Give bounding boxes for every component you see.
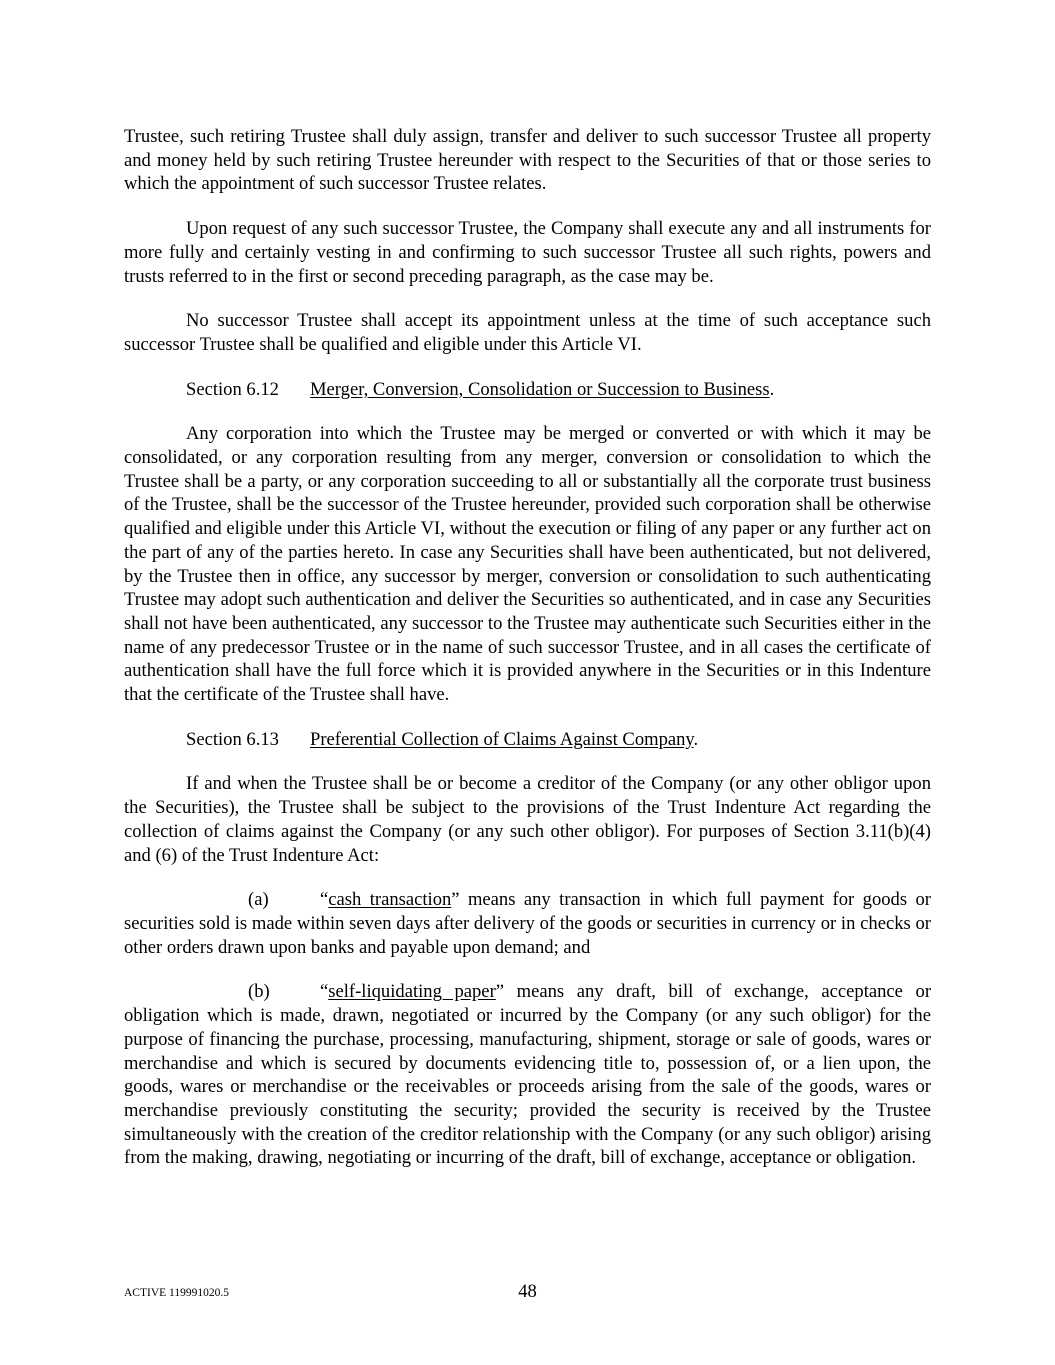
document-body (124, 125, 931, 1191)
paragraph-retiring-trustee: Trustee, such retiring Trustee shall duly assign, transfer and deliver to such successor Trustee all property and money held by such retiring Trustee hereunder with respect to the Securities of that or those series to which the appointment of such successor Trustee relates. (124, 126, 931, 195)
section-heading-6-12 (124, 378, 931, 402)
open-quote: “ (320, 981, 329, 1003)
section-number: Section 6.12 (186, 378, 279, 400)
page-number: 48 (518, 1281, 537, 1302)
defined-term: cash transaction (328, 889, 452, 911)
paragraph-creditor: If and when the Trustee shall be or become a creditor of the Company (or any other obligor upon the Securities), the Trustee shall be subject to the provisions of the Trust Indenture Act regarding the collection of claims against the Company (or any such other obligor). For purposes of Section 3.11(b)(4) and (6) of the Trust Indenture Act: (124, 773, 931, 866)
paragraph-successor-request: Upon request of any such successor Trustee, the Company shall execute any and all instruments for more fully and certainly vesting in and confirming to such successor Trustee all such rights, powers and trusts referred to in the first or second preceding paragraph, as the case may be. (124, 218, 931, 287)
section-title: Preferential Collection of Claims Against Company (310, 728, 694, 750)
defined-term: self-liquidating paper (328, 981, 496, 1003)
open-quote: “ (320, 889, 329, 911)
section-title-period: . (693, 728, 699, 750)
section-title-period: . (769, 378, 775, 400)
paragraph-acceptance: No successor Trustee shall accept its appointment unless at the time of such acceptance such successor Trustee shall be qualified and eligible under this Article VI. (124, 310, 931, 355)
list-item-a (124, 888, 931, 959)
section-heading-6-13 (124, 728, 931, 752)
list-item-b (124, 980, 931, 1170)
paragraph-merger: Any corporation into which the Trustee may be merged or converted or with which it may be consolidated, or any corporation resulting from any merger, conversion or consolidation to which the Trustee shall be a party, or any corporation succeeding to all or substantially all the corporate trust business of the Trustee, shall be the successor of the Trustee hereunder, provided such corporation shall be otherwise qualified and eligible under this Article VI, without the execution or filing of any paper or any further act on the part of any of the parties hereto. In case any Securities shall have been authenticated, but not delivered, by the Trustee then in office, any successor by merger, conversion or consolidation to such authenticating Trustee may adopt such authentication and deliver the Securities so authenticated, and in case any Securities shall not have been authenticated, any successor to the Trustee may authenticate such Securities either in the name of any predecessor Trustee or in the name of such successor Trustee, and in all cases the certificate of authentication shall have the full force which it is provided anywhere in the Securities or in this Indenture that the certificate of the Trustee shall have. (124, 423, 931, 706)
definition-text: ” means any transaction in which full payment for goods or securities sold is made within seven days after delivery of the goods or securities in currency or in checks or other orders drawn upon banks and payable upon demand; and (124, 889, 931, 958)
section-number: Section 6.13 (186, 728, 279, 750)
item-label: (b) (248, 981, 270, 1003)
definition-text: ” means any draft, bill of exchange, acceptance or obligation which is made, drawn, negotiated or incurred by the Company (or any such obligor) for the purpose of financing the purchase, processing, manufacturing, shipment, storage or sale of goods, wares or merchandise and which is secured by documents evidencing title to, possession of, or a lien upon, the goods, wares or merchandise or the receivables or proceeds arising from the sale of the goods, wares or merchandise previously constituting the security; provided the security is received by the Trustee simultaneously with the creation of the creditor relationship with the Company (or any such obligor) arising from the making, drawing, negotiating or incurring of the draft, bill of exchange, acceptance or obligation. (124, 981, 932, 1169)
item-label: (a) (248, 889, 269, 911)
document-id: ACTIVE 119991020.5 (124, 1287, 229, 1299)
section-title: Merger, Conversion, Consolidation or Succession to Business (310, 378, 770, 400)
